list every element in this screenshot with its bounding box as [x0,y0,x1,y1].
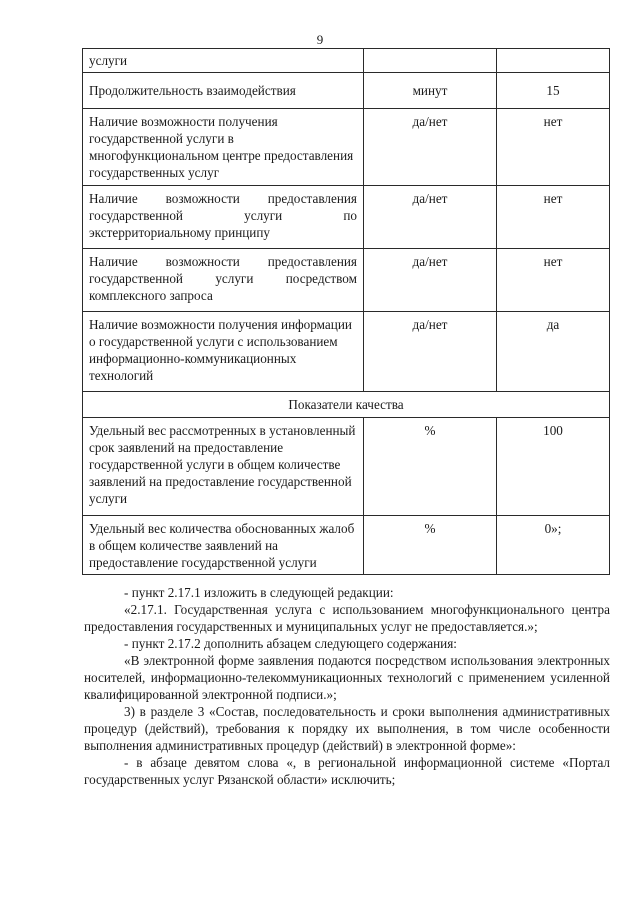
paragraph: «2.17.1. Государственная услуга с использованием многофункционального центра предоставления государственных и муниципальных услуг не предоставляется.»; [84,602,610,634]
section-heading: Показатели качества [83,392,610,418]
row-unit: да/нет [364,186,497,249]
table-row [83,249,610,312]
paragraph: - в абзаце девятом слова «, в региональной информационной системе «Портал государственных услуг Рязанской области» исключить; [84,755,610,787]
table-row [83,516,610,575]
row-value: нет [497,249,610,312]
row-label: Удельный вес количества обоснованных жалоб в общем количестве заявлений на предоставление государственной услуги [83,516,364,575]
row-unit: да/нет [364,249,497,312]
table-row [83,186,610,249]
row-unit: да/нет [364,312,497,392]
table-section-row [83,392,610,418]
row-value [497,49,610,73]
row-label: Продолжительность взаимодействия [83,73,364,109]
services-table [82,48,610,575]
table-row [83,49,610,73]
row-unit: % [364,516,497,575]
paragraph: «В электронной форме заявления подаются посредством использования электронных носителей, информационно-телекоммуникационных технологий с применением усиленной квалифицированной электронной подписи.»; [84,653,610,702]
paragraph: - пункт 2.17.1 изложить в следующей редакции: [124,585,394,600]
row-label: услуги [83,49,364,73]
row-value: 0»; [497,516,610,575]
row-value: 100 [497,418,610,516]
row-label: Наличие возможности получения информации о государственной услуги с использованием информационно-коммуникационных технологий [83,312,364,392]
page-number: 9 [316,32,324,47]
table-row [83,312,610,392]
table-row [83,109,610,186]
table-row [83,73,610,109]
table-row [83,418,610,516]
row-label: Наличие возможности получения государственной услуги в многофункциональном центре предоставления государственных услуг [83,109,364,186]
row-label: Наличие возможности предоставления государственной услуги по экстерриториальному принципу [83,186,364,249]
row-unit [364,49,497,73]
row-value: нет [497,109,610,186]
row-unit: минут [364,73,497,109]
row-value: 15 [497,73,610,109]
paragraph: 3) в разделе 3 «Состав, последовательность и сроки выполнения административных процедур (действий), требования к порядку их выполнения, в том числе особенности выполнения административных процедур (действий) в электронной форме»: [84,704,610,753]
row-value: нет [497,186,610,249]
row-unit: % [364,418,497,516]
paragraph: - пункт 2.17.2 дополнить абзацем следующего содержания: [124,636,457,651]
row-label: Наличие возможности предоставления государственной услуги посредством комплексного запроса [83,249,364,312]
row-label: Удельный вес рассмотренных в установленный срок заявлений на предоставление государственной услуги в общем количестве заявлений на предоставление государственной услуги [83,418,364,516]
row-unit: да/нет [364,109,497,186]
amendment-text [84,584,610,788]
row-value: да [497,312,610,392]
